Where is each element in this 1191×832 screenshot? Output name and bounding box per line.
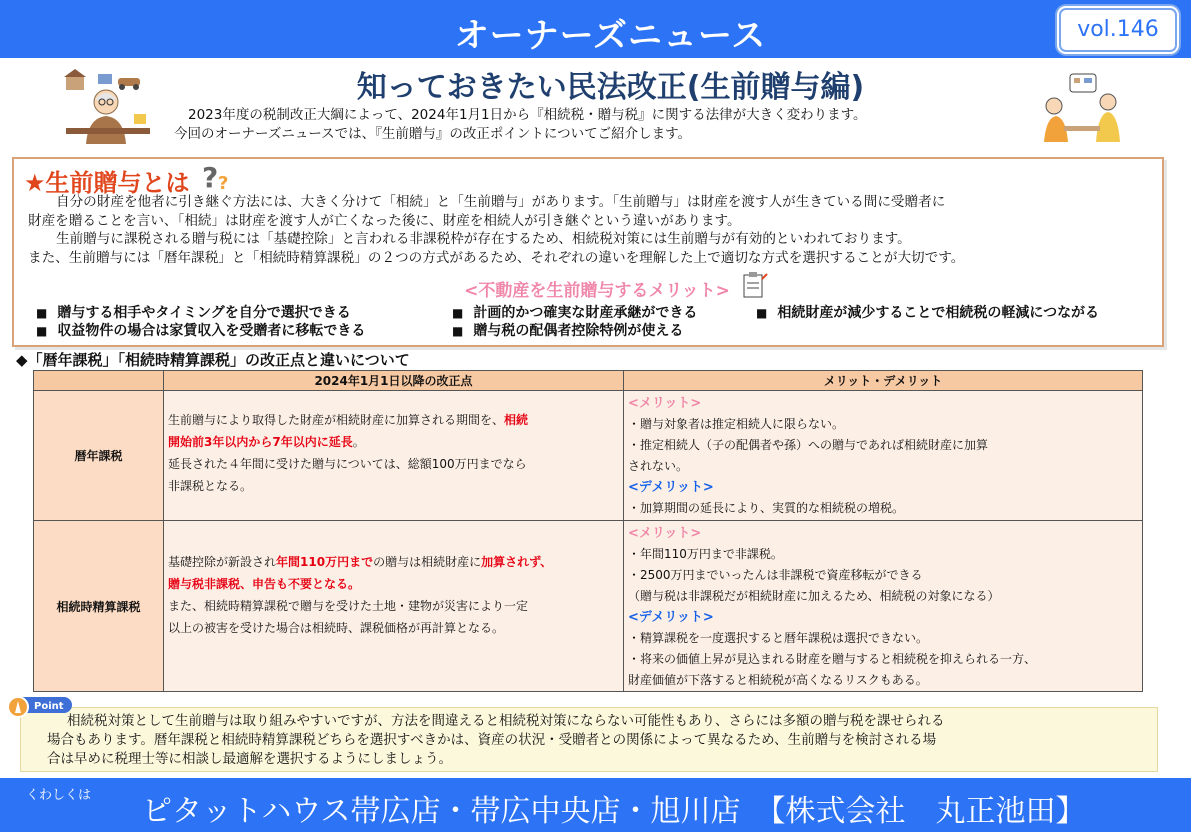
- intro-line-2: 今回のオーナーズニュースでは、『生前贈与』の改正ポイントについてご紹介します。: [174, 126, 692, 142]
- merit-item: ■ 贈与税の配偶者控除特例が使える: [452, 320, 683, 340]
- demerit-text: ・加算期間の延長により、実質的な相続税の増税。: [628, 501, 905, 515]
- point-line: 相続税対策として生前贈与は取り組みやすいですが、方法を間違えると相続税対策にならない可能性もあり、さらには多額の贈与税を課せられる: [67, 713, 945, 729]
- merit-text: されない。: [628, 459, 689, 473]
- section-body: [28, 193, 1163, 267]
- point-summary-box: [20, 707, 1158, 772]
- merit-text: （贈与税は非課税だが相続財産に加えるため、相続税の対象になる）: [628, 589, 1000, 603]
- consultation-illustration: [1040, 72, 1124, 144]
- demerit-label: <デメリット>: [628, 610, 714, 625]
- svg-text:?: ?: [202, 161, 219, 193]
- cell-text: また、相続時精算課税で贈与を受けた土地・建物が災害により一定: [168, 599, 529, 613]
- comparison-table: [33, 370, 1143, 692]
- merit-item: ■ 計画的かつ確実な財産承継ができる: [452, 302, 697, 322]
- merit-text: ・年間110万円まで非課税。: [628, 547, 783, 561]
- merit-label: <メリット>: [628, 396, 702, 411]
- intro-line-1: 2023年度の税制改正大綱によって、2024年1月1日から『相続税・贈与税』に関する法律が大きく変わります。: [188, 107, 867, 123]
- body-line: 生前贈与に課税される贈与税には「基礎控除」と言われる非課税枠が存在するため、相続税対策には生前贈与が有効的といわれております。: [56, 231, 911, 247]
- gift-explanation-box: [12, 157, 1164, 347]
- section-title: ★生前贈与とは: [24, 169, 190, 197]
- cell-text: 非課税となる。: [168, 479, 253, 493]
- demerit-text: ・精算課税を一度選択すると暦年課税は選択できない。: [628, 631, 929, 645]
- merit-item: ■ 収益物件の場合は家賃収入を受贈者に移転できる: [36, 320, 365, 340]
- body-line: 自分の財産を他者に引き継ぐ方法には、大きく分けて「相続」と「生前贈与」があります。「生前贈与」は財産を渡す人が生きている間に受贈者に: [56, 194, 946, 210]
- header-bar: [0, 0, 1191, 58]
- table-header: [34, 371, 164, 391]
- table-header: メリット・デメリット: [624, 371, 1143, 391]
- merit-item: ■ 相続財産が減少することで相続税の軽減につながる: [756, 302, 1099, 322]
- merit-item: ■ 贈与する相手やタイミングを自分で選択できる: [36, 302, 351, 322]
- highlight-text: 開始前3年以内から7年以内に延長: [168, 435, 353, 449]
- highlight-text: 年間110万円まで: [276, 555, 374, 569]
- table-row: [34, 521, 1143, 692]
- demerit-text: 財産価値が下落すると相続税が高くなるリスクもある。: [628, 673, 928, 687]
- merit-text: ・推定相続人（子の配偶者や孫）への贈与であれば相続財産に加算: [628, 438, 989, 452]
- merit-text: ・贈与対象者は推定相続人に限らない。: [628, 417, 845, 431]
- highlight-text: 加算されず、: [481, 555, 553, 569]
- point-badge-label: Point: [34, 701, 64, 712]
- highlight-text: 贈与税非課税、申告も不要となる。: [168, 577, 361, 591]
- demerit-text: ・将来の価値上昇が見込まれる財産を贈与すると相続税を抑えられる一方、: [628, 652, 1037, 666]
- clipboard-icon: [742, 271, 768, 299]
- cell-text: 生前贈与により取得した財産が相続財産に加算される期間を、: [168, 413, 505, 427]
- footer-company: ピタットハウス帯広店・帯広中央店・旭川店 【株式会社 丸正池田】: [142, 794, 1086, 829]
- merit-label: <メリット>: [628, 526, 702, 541]
- footer-bar: [0, 778, 1191, 832]
- row-label: 暦年課税: [34, 391, 164, 521]
- merit-cell: [624, 391, 1143, 521]
- question-mark-icon: [198, 161, 238, 193]
- merit-text: ・2500万円までいったんは非課税で資産移転ができる: [628, 568, 923, 582]
- footer-intro: くわしくは: [26, 788, 92, 803]
- main-title: 知っておきたい民法改正(生前贈与編): [356, 70, 865, 105]
- table-row: [34, 391, 1143, 521]
- table-header: 2024年1月1日以降の改正点: [164, 371, 624, 391]
- demerit-label: <デメリット>: [628, 480, 714, 495]
- volume-badge: vol.146: [1059, 8, 1177, 52]
- cell-text: 基礎控除が新設され: [168, 555, 277, 569]
- newsletter-title: オーナーズニュース: [454, 16, 767, 56]
- cell-text: 延長された４年間に受けた贈与については、総額100万円までなら: [168, 457, 527, 471]
- cell-text: 。: [352, 435, 365, 449]
- highlight-text: 相続: [504, 413, 529, 427]
- comparison-heading: ◆「暦年課税」「相続時精算課税」の改正点と違いについて: [16, 351, 410, 369]
- row-label: 相続時精算課税: [34, 521, 164, 692]
- merit-cell: [624, 521, 1143, 692]
- merit-heading: <不動産を生前贈与するメリット>: [464, 281, 730, 301]
- change-cell: [164, 391, 624, 521]
- cell-text: 以上の被害を受けた場合は相続時、課税価格が再計算となる。: [168, 621, 505, 635]
- svg-text:?: ?: [218, 173, 229, 193]
- point-badge-icon: [6, 693, 76, 721]
- body-line: 財産を贈ることを言い、「相続」は財産を渡す人が亡くなった後に、財産を相続人が引き継ぐという違いがあります。: [28, 212, 741, 229]
- intro-text: [150, 106, 1030, 144]
- body-line: また、生前贈与には「暦年課税」と「相続時精算課税」の２つの方式があるため、それぞれの違いを理解した上で適切な方式を選択することが大切です。: [28, 249, 965, 266]
- point-line: 合は早めに税理士等に相談し最適解を選択するようにしましょう。: [47, 751, 452, 767]
- cell-text: の贈与は相続財産に: [373, 555, 482, 569]
- point-line: 場合もあります。暦年課税と相続時精算課税どちらを選択すべきかは、資産の状況・受贈者との関係によって異なるため、生前贈与を検討される場: [47, 732, 937, 748]
- change-cell: [164, 521, 624, 692]
